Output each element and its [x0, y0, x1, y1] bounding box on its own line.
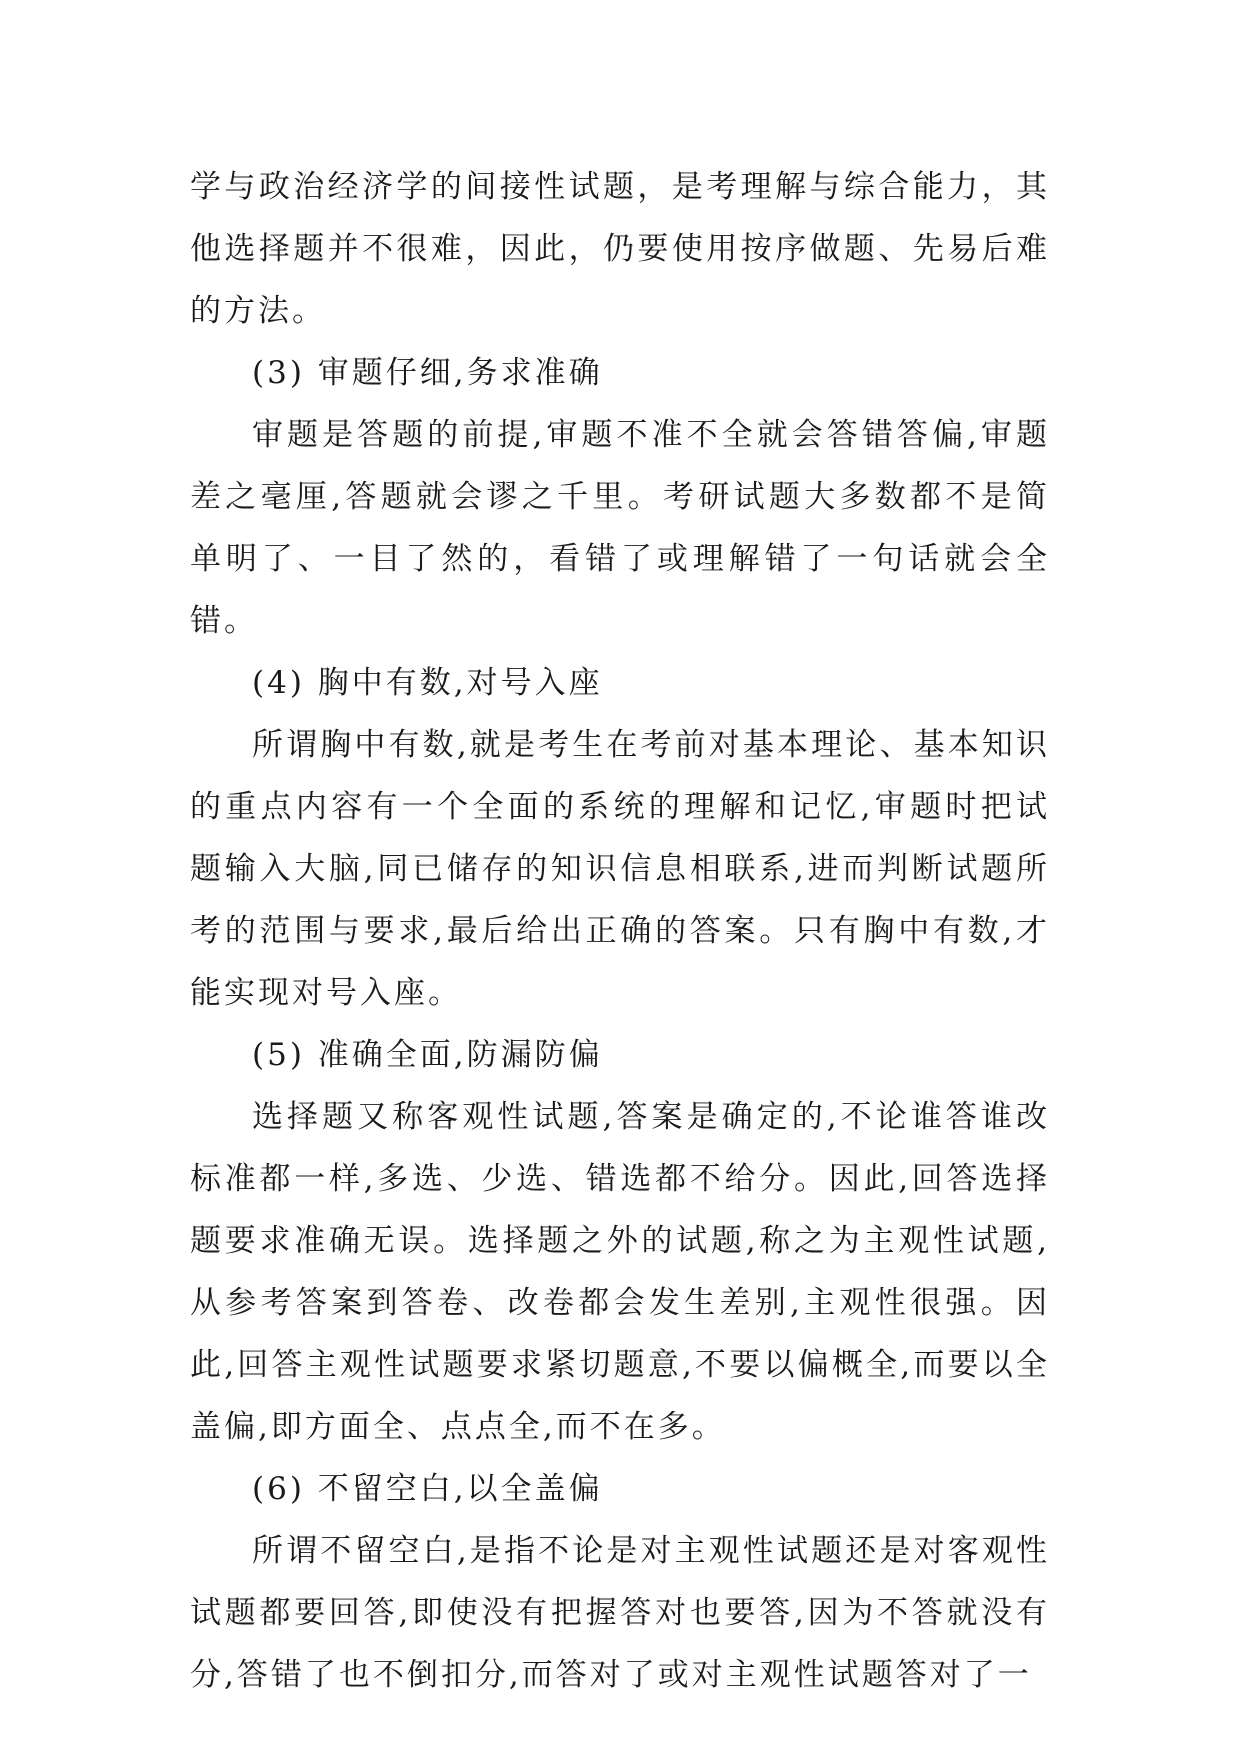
- document-body: [190, 156, 1050, 1706]
- section-heading-5: (5) 准确全面,防漏防偏: [252, 1037, 603, 1073]
- section-heading-3: (3) 审题仔细,务求准确: [252, 355, 603, 391]
- section-heading-4: (4) 胸中有数,对号入座: [252, 665, 603, 701]
- section-heading-6: (6) 不留空白,以全盖偏: [252, 1471, 603, 1507]
- paragraph-confident: 所谓胸中有数,就是考生在考前对基本理论、基本知识的重点内容有一个全面的系统的理解和记忆,审题时把试题输入大脑,同已储存的知识信息相联系,进而判断试题所考的范围与要求,最后给出正确的答案。只有胸中有数,才能实现对号入座。: [190, 727, 1050, 1011]
- paragraph-review-questions: 审题是答题的前提,审题不准不全就会答错答偏,审题差之毫厘,答题就会谬之千里。考研试题大多数都不是简单明了、一目了然的，看错了或理解错了一句话就会全错。: [190, 417, 1050, 639]
- paragraph-no-blanks: 所谓不留空白,是指不论是对主观性试题还是对客观性试题都要回答,即使没有把握答对也要答,因为不答就没有分,答错了也不倒扣分,而答对了或对主观性试题答对了一: [190, 1533, 1050, 1693]
- paragraph-continuation: 学与政治经济学的间接性试题，是考理解与综合能力，其他选择题并不很难，因此，仍要使用按序做题、先易后难的方法。: [190, 169, 1050, 329]
- paragraph-accuracy: 选择题又称客观性试题,答案是确定的,不论谁答谁改标准都一样,多选、少选、错选都不给分。因此,回答选择题要求准确无误。选择题之外的试题,称之为主观性试题,从参考答案到答卷、改卷都会发生差别,主观性很强。因此,回答主观性试题要求紧切题意,不要以偏概全,而要以全盖偏,即方面全、点点全,而不在多。: [190, 1099, 1050, 1445]
